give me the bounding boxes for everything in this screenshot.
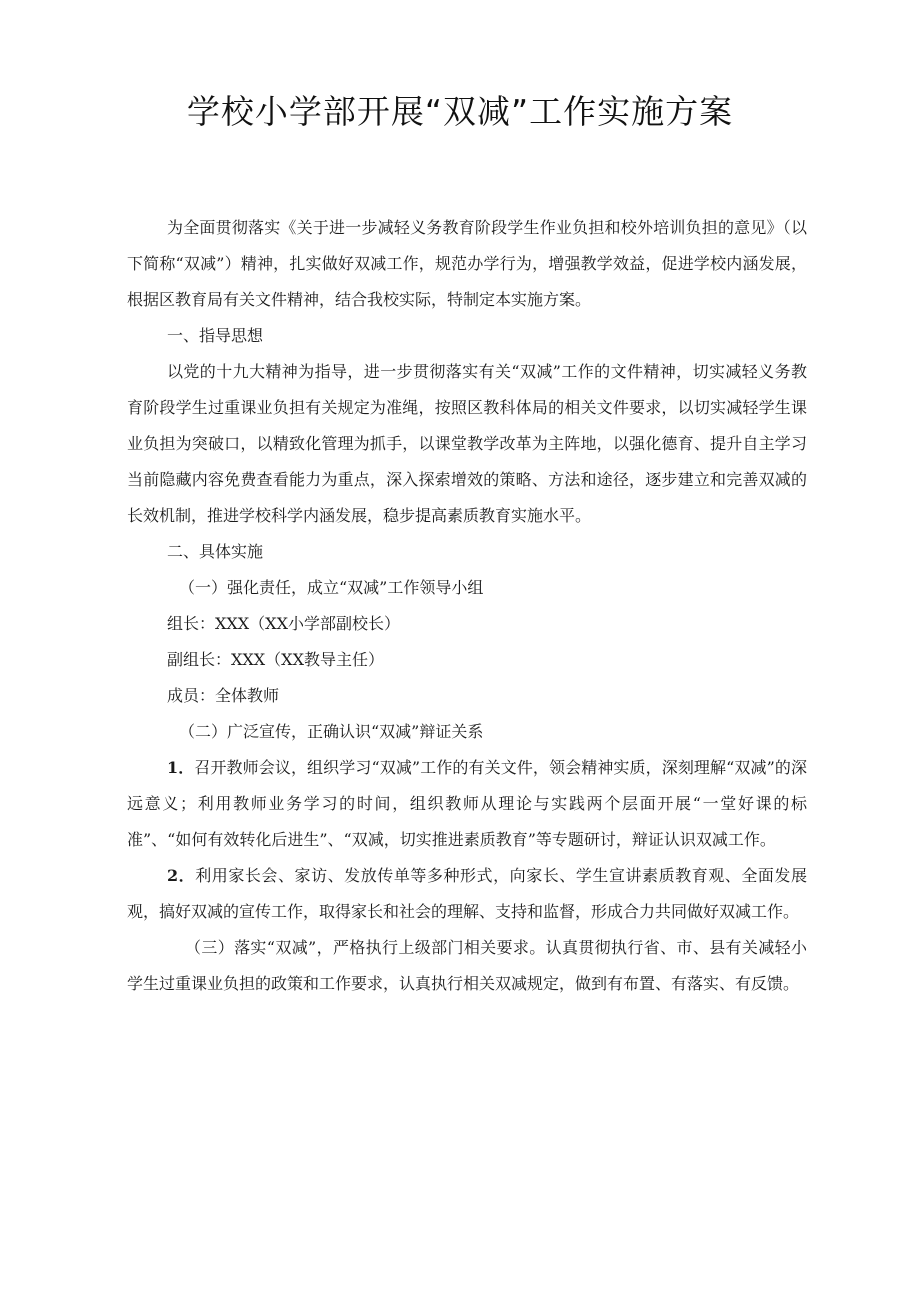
item-1-text: 召开教师会议，组织学习“双减”工作的有关文件，领会精神实质，深刻理解“双减”的深远意义；利用教师业务学习的时间，组织教师从理论与实践两个层面开展“一堂好课的标准”、“如何有效转化后进生”、“双减，切实推进素质教育”等专题研讨，辩证认识双减工作。 — [127, 758, 807, 849]
section1-paragraph: 以党的十九大精神为指导，进一步贯彻落实有关“双减”工作的文件精神，切实减轻义务教育阶段学生过重课业负担有关规定为准绳，按照区教科体局的相关文件要求，以切实减轻学生课业负担为突破口，以精致化管理为抓手，以课堂教学改革为主阵地，以强化德育、提升自主学习当前隐藏内容免费查看能力为重点，深入探索增效的策略、方法和途径，逐步建立和完善双减的长效机制，推进学校科学内涵发展，稳步提高素质教育实施水平。 — [127, 362, 807, 525]
members-line: 成员：全体教师 — [167, 686, 280, 705]
sub3-paragraph: （三）落实“双减”，严格执行上级部门相关要求。认真贯彻执行省、市、县有关减轻小学生过重课业负担的政策和工作要求，认真执行相关双减规定，做到有布置、有落实、有反馈。 — [127, 938, 807, 993]
intro-paragraph: 为全面贯彻落实《关于进一步减轻义务教育阶段学生作业负担和校外培训负担的意见》（以下简称“双减”）精神，扎实做好双减工作，规范办学行为，增强教学效益，促进学校内涵发展，根据区教育局有关文件精神，结合我校实际，特制定本实施方案。 — [127, 218, 807, 309]
section2-heading: 二、具体实施 — [167, 542, 264, 561]
item-2-number: 2． — [167, 866, 196, 885]
section1-heading: 一、指导思想 — [167, 326, 264, 345]
vice-leader-line: 副组长：XXX（XX教导主任） — [167, 650, 384, 669]
sub2-item-2 — [127, 858, 807, 930]
item-2-text: 利用家长会、家访、发放传单等多种形式，向家长、学生宣讲素质教育观、全面发展观，搞好双减的宣传工作，取得家长和社会的理解、支持和监督，形成合力共同做好双减工作。 — [127, 866, 807, 921]
document-body — [127, 210, 807, 1002]
item-1-number: 1． — [167, 758, 195, 777]
leader-line: 组长：XXX（XX小学部副校长） — [167, 614, 400, 633]
document-title: 学校小学部开展“双减”工作实施方案 — [186, 92, 734, 131]
sub2-item-1 — [127, 750, 807, 858]
sub1-heading: （一）强化责任，成立“双减”工作领导小组 — [179, 578, 484, 597]
sub2-heading: （二）广泛宣传，正确认识“双减”辩证关系 — [179, 722, 484, 741]
